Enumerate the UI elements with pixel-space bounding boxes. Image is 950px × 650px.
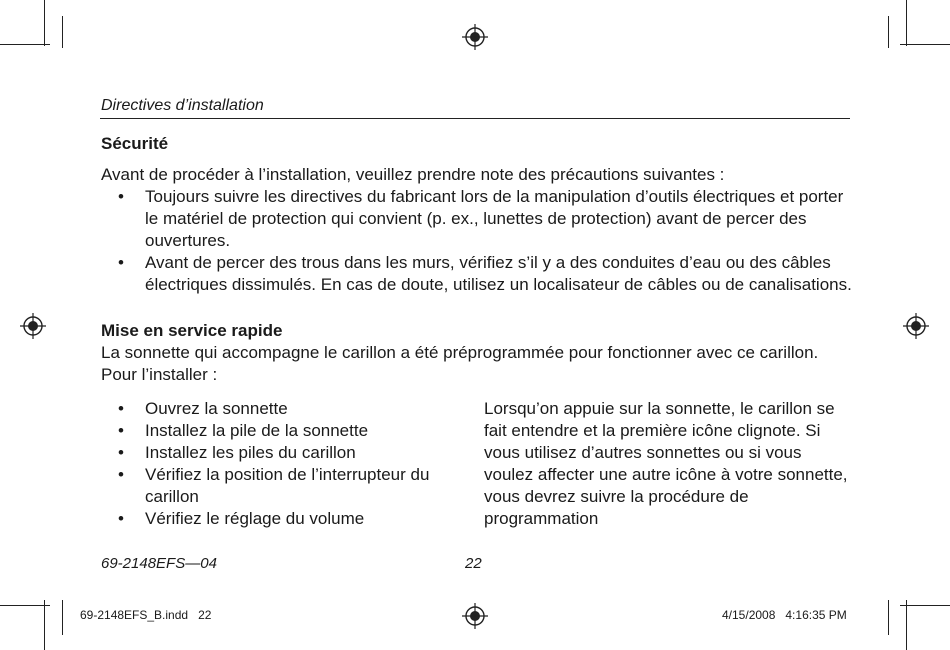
print-slug-file: 69-2148EFS_B.indd 22 [80, 608, 212, 622]
crop-mark [900, 605, 950, 606]
page-number: 22 [465, 555, 482, 572]
crop-mark [888, 600, 889, 635]
steps-list [101, 398, 461, 530]
crop-mark [44, 0, 45, 46]
registration-target-icon [462, 24, 488, 50]
print-slug-timestamp: 4/15/2008 4:16:35 PM [722, 608, 847, 622]
registration-target-icon [20, 313, 46, 339]
crop-mark [0, 605, 50, 606]
list-item: • Vérifiez la position de l’interrupteur du carillon [101, 464, 461, 508]
quick-start-section [101, 320, 851, 386]
list-item: • Toujours suivre les directives du fabricant lors de la manipulation d’outils électriques et porter le matériel de protection qui convient (p. ex., lunettes de protection) avant de percer des ouvertures. [101, 186, 861, 252]
crop-mark [900, 44, 950, 45]
safety-section [101, 164, 861, 296]
crop-mark [0, 44, 50, 45]
document-number: 69-2148EFS—04 [101, 555, 217, 572]
list-item: • Installez la pile de la sonnette [101, 420, 461, 442]
quick-start-heading: Mise en service rapide [101, 321, 283, 340]
crop-mark [44, 600, 45, 650]
quick-start-intro: La sonnette qui accompagne le carillon a été préprogrammée pour fonctionner avec ce carillon. Pour l’installer : [101, 343, 819, 384]
crop-mark [62, 600, 63, 635]
safety-list [101, 186, 861, 296]
safety-intro: Avant de procéder à l’installation, veuillez prendre note des précautions suivantes : [101, 165, 725, 184]
list-item: • Ouvrez la sonnette [101, 398, 461, 420]
header-rule [100, 118, 850, 119]
list-item: • Vérifiez le réglage du volume [101, 508, 461, 530]
registration-target-icon [462, 603, 488, 629]
list-item: • Avant de percer des trous dans les murs, vérifiez s’il y a des conduites d’eau ou des câbles électriques dissimulés. En cas de doute, utilisez un localisateur de câbles ou de canalisations. [101, 252, 861, 296]
programming-note: Lorsqu’on appuie sur la sonnette, le carillon se fait entendre et la première icône clignote. Si vous utilisez d’autres sonnettes ou si vous voulez affecter une autre icône à votre sonnette, vous devrez suivre la procédure de programmation [484, 399, 848, 528]
registration-target-icon [903, 313, 929, 339]
list-item: • Installez les piles du carillon [101, 442, 461, 464]
crop-mark [62, 16, 63, 48]
crop-mark [906, 0, 907, 46]
crop-mark [888, 16, 889, 48]
section-header: Directives d’installation [101, 97, 264, 114]
crop-mark [906, 600, 907, 650]
safety-heading: Sécurité [101, 134, 169, 153]
